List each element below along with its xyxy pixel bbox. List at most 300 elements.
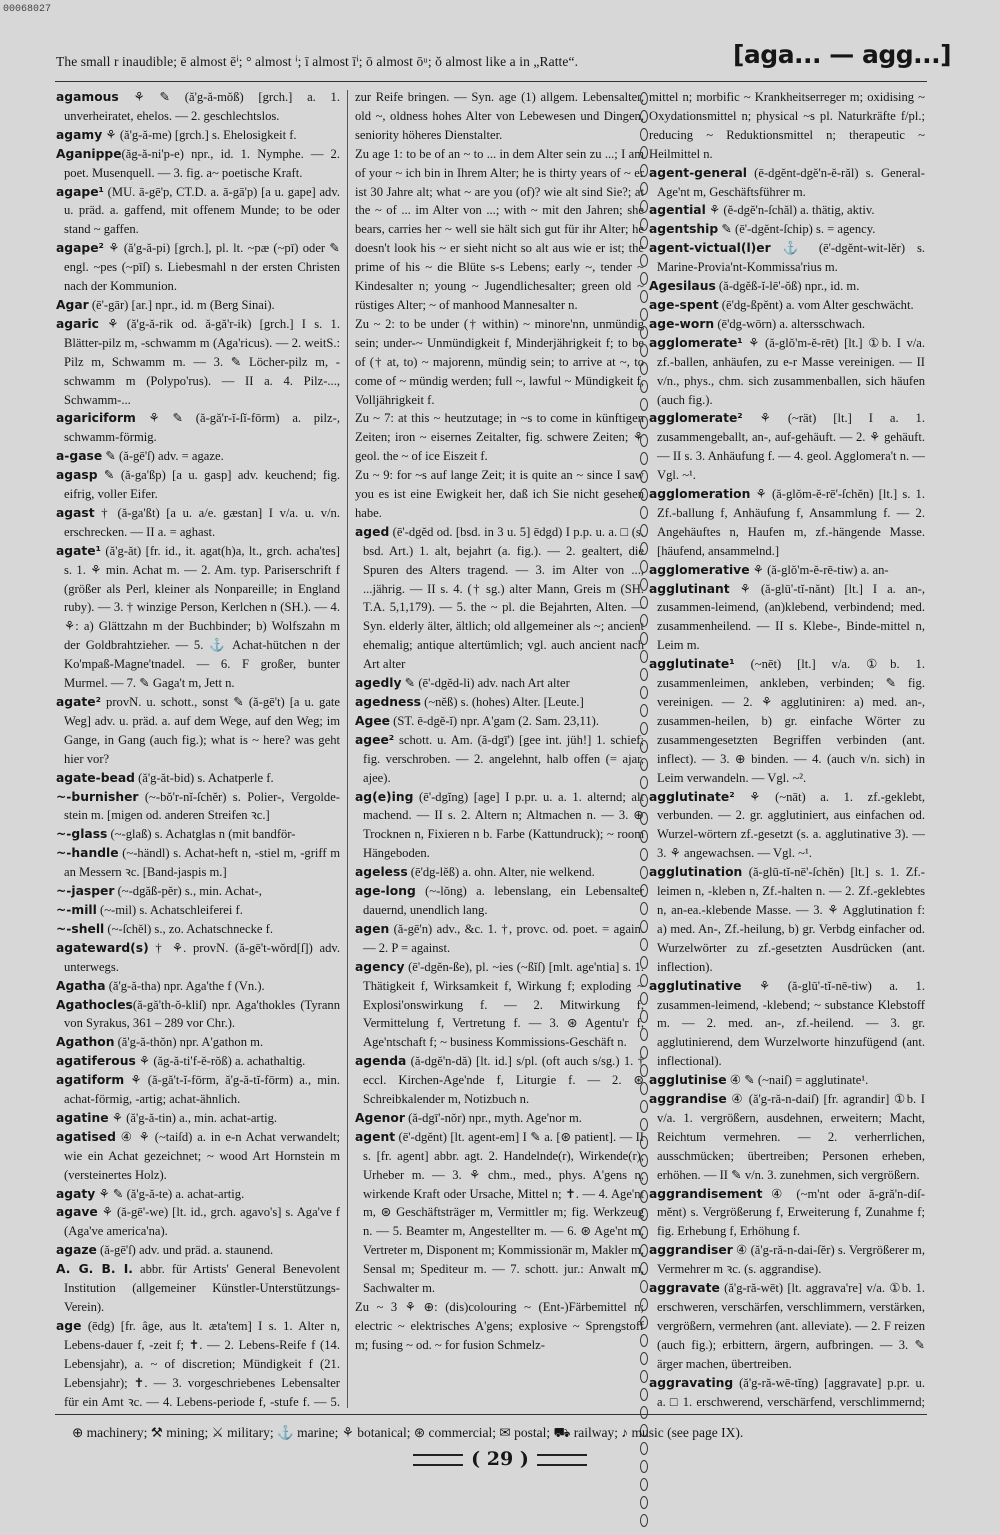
entry-headword: agaty xyxy=(56,1186,96,1201)
chain-ornament-divider xyxy=(640,92,648,1412)
entry-definition: ⚘ (~nāt) a. 1. zf.-geklebt, verbunden. — 2. gr. agglutiniert, aus einfachen od. Wurzel-wörtern zf.-gesetzt (s. a. agglutinative 3). — 3. ⚘ angewachsen. — Vgl. ~¹. xyxy=(657,789,925,861)
chain-link xyxy=(640,992,648,1005)
entry-definition: ④ ⚘ (~taiſd) a. in e-n Achat verwandelt; wie ein Achat gezeichnet; ~ wood Art Hornstein m (versteinertes Holz). xyxy=(64,1129,340,1182)
entry-definition: (ă-glū-tĭ-nē'-ſchĕn) [lt.] s. 1. Zf.-leimen n, -kleben n, Zf.-halten n. — 2. Zf.-geklebtes n, an-ea.-klebende Masse. — 3. ⚘ Agglutination f: a) med. An-, Zf.-heilung, b) gr. Verbdg einfacher od. Wurzelwörter zu zf.-gesetzten Ausdrücken (ant. inflection). xyxy=(657,865,925,974)
entry-definition: Zu age 1: to be of an ~ to ... in dem Alter sein zu ...; I am of your ~ ich bin in Ihrem Alter; he is thirty years of ~ er ist 30 Jahre alt; what ~ are you (of)? wie alt sind Sie?; at the ~ of ... im Alter von ...; with ~ mit den Jahren; she bears, carries her ~ well sie hält sich gut für ihr Alter; he doesn't look his ~ er sieht nicht so alt aus wie er ist; the prime of his ~ die Blüte s-s Lebens; early ~, tender ~ Kindesalter n; young ~ Jugendlichesalter; green old ~ rüstiges Alter; ~ of manhood Mannesalter n. xyxy=(355,146,644,312)
dictionary-entry xyxy=(649,315,925,334)
entry-headword: ~-glass xyxy=(56,827,108,842)
entry-definition: (~-ſchĕl) s., zo. Achatschnecke f. xyxy=(104,921,273,936)
chain-link xyxy=(640,128,648,141)
dictionary-entry xyxy=(56,1317,340,1408)
entry-definition: (ē'-dgĕnt) [lt. agent-em] I ✎ a. [⊛ patient]. — II s. [fr. agent] abbr. agt. 2. Handelnde(r), Wirkende(r), Urheber m. — 3. ⚘ chm., med., phys. A'gens n, wirkende Kraft oder Ursache, Mittel n; ✝. — 4. Age'nt m, ⊛ Geschäftsträger m, Vermittler m; fig. Werkzeug n. — 5. Beamter m, Angestellter m. — 6. ⊛ Age'nt m, Vertreter m, Disponent m; Kommissionär m, Makler m, Sensal m; Spediteur m. — 7. schott. jur.: Anwalt m, Sachwalter m. xyxy=(363,1129,644,1296)
chain-link xyxy=(640,1334,648,1347)
dictionary-entry xyxy=(56,126,340,145)
entry-headword: aggravate xyxy=(649,1281,720,1296)
dictionary-entry xyxy=(649,1374,925,1408)
entry-definition: (ē'dg-wōrn) a. altersschwach. xyxy=(714,316,866,331)
dictionary-entry xyxy=(355,523,644,674)
chain-link xyxy=(640,200,648,213)
chain-link xyxy=(640,1154,648,1167)
dictionary-entry xyxy=(56,466,340,504)
entry-headword: agariciform xyxy=(56,411,136,426)
entry-headword: Agee xyxy=(355,713,390,728)
dictionary-entry xyxy=(56,844,340,882)
entry-definition: (~-glaß) s. Achatglas n (mit bandför- xyxy=(107,827,296,842)
dictionary-entry xyxy=(355,731,644,788)
chain-link xyxy=(640,920,648,933)
entry-definition: zur Reife bringen. — Syn. age (1) allgem. Lebensalter, old ~, oldness hohes Alter von Lebewesen und Dingen, seniority höheres Dienstalter. xyxy=(355,90,644,142)
entry-headword: agave xyxy=(56,1205,98,1220)
chain-link xyxy=(640,1136,648,1149)
dictionary-entry xyxy=(56,1071,340,1109)
entry-headword: agedly xyxy=(355,676,402,691)
dictionary-entry-continuation xyxy=(355,1298,644,1355)
dictionary-entry xyxy=(56,504,340,542)
dictionary-column-1 xyxy=(56,88,340,1408)
entry-definition: † (ă-ga'ßt) [a u. a/e. gæstan] I v/a. u. v/n. erschrecken. — II a. = aghast. xyxy=(64,505,340,539)
chain-link xyxy=(640,470,648,483)
entry-headword: age-spent xyxy=(649,297,719,312)
dictionary-entry xyxy=(56,1128,340,1185)
dictionary-entry-continuation xyxy=(355,315,644,410)
chain-link xyxy=(640,416,648,429)
dictionary-entry-continuation xyxy=(649,88,925,164)
chain-link xyxy=(640,848,648,861)
entry-headword: Agesilaus xyxy=(649,279,716,294)
dictionary-entry xyxy=(649,863,925,976)
dictionary-entry xyxy=(56,1109,340,1128)
entry-headword: agglomeration xyxy=(649,487,751,502)
dictionary-entry xyxy=(56,939,340,977)
dictionary-entry xyxy=(355,693,644,712)
entry-definition: Zu ~ 9: for ~s auf lange Zeit; it is quite an ~ since I saw you es ist eine Ewigkeit her, daß ich Sie nicht gesehen habe. xyxy=(355,468,644,520)
chain-link xyxy=(640,1226,648,1239)
chain-link xyxy=(640,560,648,573)
dictionary-entry xyxy=(56,239,340,296)
entry-headword: A. G. B. I. xyxy=(56,1262,133,1277)
dictionary-entry xyxy=(355,958,644,1053)
entry-headword: agentship xyxy=(649,222,719,237)
dictionary-entry xyxy=(649,977,925,1072)
chain-link xyxy=(640,218,648,231)
entry-definition: ⚘ (~rät) [lt.] I a. 1. zusammengeballt, an-, auf-gehäuft. — 2. ⚘ gehäuft. — II s. 3. Anhäufung f. — 4. geol. Agglomera't n. — Vgl. ~¹. xyxy=(657,411,925,483)
chain-link xyxy=(640,398,648,411)
entry-definition: provN. u. schott., sonst ✎ (ă-gē't) [a u. gate Weg] adv. u. präd. a. auf dem Wege, auf den Weg; im Gange, in Gang (auch fig.); what is ~ here? was geht hier vor? xyxy=(64,695,340,766)
chain-link xyxy=(640,1172,648,1185)
entry-definition: (ă'g-ăt-bid) s. Achatperle f. xyxy=(134,770,274,785)
entry-definition: † ⚘. provN. (ă-gē't-wŏrd[ſ]) adv. unterwegs. xyxy=(64,940,340,974)
chain-link xyxy=(640,1208,648,1221)
dictionary-entry xyxy=(56,409,340,447)
entry-headword: agape² xyxy=(56,241,104,256)
chain-link xyxy=(640,164,648,177)
entry-definition: (~-bŏ'r-nĭ-ſchĕr) s. Polier-, Vergolde-stein m. [migen od. anderen Streifen ꝛc.] xyxy=(64,789,340,823)
chain-link xyxy=(640,704,648,717)
entry-headword: Agatha xyxy=(56,978,106,993)
ornament-right xyxy=(537,1454,587,1466)
chain-link xyxy=(640,974,648,987)
chain-link xyxy=(640,722,648,735)
dictionary-entry xyxy=(56,901,340,920)
chain-link xyxy=(640,902,648,915)
entry-definition: (ST. ē-dgĕ-ĭ) npr. A'gam (2. Sam. 23,11). xyxy=(390,713,599,728)
chain-link xyxy=(640,1406,648,1419)
chain-link xyxy=(640,326,648,339)
chain-link xyxy=(640,938,648,951)
entry-definition: (ă-dgī'-nŏr) npr., myth. Age'nor m. xyxy=(404,1110,582,1125)
entry-headword: ~-jasper xyxy=(56,884,115,899)
dictionary-entry xyxy=(649,1185,925,1242)
dictionary-entry xyxy=(649,788,925,864)
entry-headword: agglomerate² xyxy=(649,411,743,426)
chain-link xyxy=(640,794,648,807)
entry-definition: (ē'-dgĭng) [age] I p.pr. u. a. 1. alternd; alt machend. — II s. 2. Altern n; Altmachen n. — 3. ⊕ Trocknen n, Fixieren n b. Farbe (Kattundruck); ~ room Hängeboden. xyxy=(363,789,644,861)
dictionary-entry xyxy=(649,1241,925,1279)
chain-link xyxy=(640,1190,648,1203)
entry-headword: agenda xyxy=(355,1054,407,1069)
entry-headword: aggrandiser xyxy=(649,1243,733,1258)
chain-link xyxy=(640,1514,648,1527)
entry-definition: (~-dgăß-pĕr) s., min. Achat-, xyxy=(114,884,262,899)
chain-link xyxy=(640,1370,648,1383)
dictionary-entry xyxy=(649,334,925,410)
dictionary-entry xyxy=(355,920,644,958)
entry-headword: agast xyxy=(56,505,95,520)
entry-headword: agedness xyxy=(355,695,421,709)
entry-definition: ⚘ (ă'g-ă-rik od. ă-gă'r-ik) [grch.] I s. 1. Blätter-pilz m, -schwamm m (Aga'ricus). — 2. weitS.: Pilz m, Schwamm m. — 3. ✎ Löcher-pilz m, -schwamm m (Polypo'rus). — II a. 4. Pilz-..., Schwamm-... xyxy=(64,316,340,407)
entry-headword: aggrandise xyxy=(649,1092,727,1107)
symbol-legend: ⊕ machinery; ⚒ mining; ⚔ military; ⚓ marine; ⚘ botanical; ⊛ commercial; ✉ postal; ⛟ railway; ♪ music (see page IX). xyxy=(72,1425,744,1440)
entry-definition: (~-mil) s. Achatschleiferei f. xyxy=(96,902,243,917)
entry-headword: agasp xyxy=(56,468,98,483)
chain-link xyxy=(640,452,648,465)
scan-id: 00068027 xyxy=(3,4,52,15)
entry-definition: (ă'g-ă-thŏn) npr. A'gathon m. xyxy=(114,1035,264,1050)
entry-definition: (ă-gē'n) adv., &c. 1. †, provc. od. poet. = again. — 2. P = against. xyxy=(363,921,644,955)
entry-headword: agen xyxy=(355,921,390,936)
entry-definition: (ă-dgĕ'n-dă) [lt. id.] s/pl. (oft auch s/sg.) 1. † eccl. Kirchen-Age'nde f, Liturgie f. — 2. ⊛ Schreibkalender m, Notizbuch n. xyxy=(363,1054,644,1107)
dictionary-entry xyxy=(355,1052,644,1109)
dictionary-entry xyxy=(649,1090,925,1185)
dictionary-entry xyxy=(56,542,340,693)
entry-definition: (ă-gă'th-ŏ-kliſ) npr. Aga'thokles (Tyrann von Syrakus, 361 – 289 vor Chr.). xyxy=(64,997,340,1031)
entry-definition: (ē-dgĕnt-dgĕ'n-ĕ-răl) s. General-Age'nt m, Geschäftsführer m. xyxy=(657,165,925,199)
dictionary-entry xyxy=(56,183,340,240)
dictionary-entry xyxy=(56,1033,340,1052)
dictionary-entry xyxy=(649,296,925,315)
entry-definition: ✎ (ă-gē'ſ) adv. = agaze. xyxy=(102,449,224,464)
chain-link xyxy=(640,236,648,249)
entry-definition: (~nĕß) s. (hohes) Alter. [Leute.] xyxy=(420,695,584,709)
dictionary-entry xyxy=(649,409,925,485)
entry-definition: ⚓ (ē'-dgĕnt-wit-lĕr) s. Marine-Provia'nt-Kommissa'rius m. xyxy=(657,241,925,275)
entry-definition: (~-lŏng) a. lebenslang, ein Lebensalter dauernd, unendlich lang. xyxy=(363,884,644,917)
chain-link xyxy=(640,830,648,843)
chain-link xyxy=(640,596,648,609)
chain-link xyxy=(640,1496,648,1509)
entry-definition: ⚘ ✎ (ă'g-ă-te) a. achat-artig. xyxy=(95,1186,245,1201)
chain-link xyxy=(640,1064,648,1077)
entry-definition: (ă-gē'ſ) adv. und präd. a. staunend. xyxy=(96,1243,274,1258)
entry-headword: agglomerative xyxy=(649,562,750,577)
chain-link xyxy=(640,182,648,195)
chain-link xyxy=(640,308,648,321)
chain-link xyxy=(640,488,648,501)
entry-definition: ⚘ (ă-glŏ'm-ĕ-rē-tiw) a. an- xyxy=(749,562,889,577)
chain-link xyxy=(640,956,648,969)
entry-definition: ✎ (ă-ga'ßp) [a u. gasp] adv. keuchend; fig. eifrig, voller Eifer. xyxy=(64,468,340,502)
entry-headword: agent xyxy=(355,1129,396,1144)
entry-definition: abbr. für Artists' General Benevolent Institution (allgemeiner Künstler-Unterstützungs-Verein). xyxy=(64,1262,340,1314)
dictionary-entry xyxy=(56,1052,340,1071)
entry-definition: ⚘ (ă-gē'-we) [lt. id., grch. agavo's] s. Aga've f (Aga've america'na). xyxy=(64,1205,340,1239)
entry-headword: agatiferous xyxy=(56,1054,136,1069)
dictionary-entry xyxy=(56,920,340,939)
page-number-line xyxy=(0,1448,1000,1470)
entry-headword: aged xyxy=(355,524,390,539)
entry-headword: agglutinative xyxy=(649,978,742,993)
dictionary-entry xyxy=(649,485,925,561)
dictionary-entry xyxy=(56,1185,340,1204)
entry-headword: agaze xyxy=(56,1243,97,1258)
entry-headword: agatiform xyxy=(56,1073,125,1088)
entry-definition: ⚘ (ă'g-ă-pi) [grch.], pl. lt. ~pæ (~pī) oder ✎ engl. ~pes (~pīſ) s. Liebesmahl n der ersten Christen nach der Kommunion. xyxy=(64,241,340,294)
entry-headword: agent-general xyxy=(649,165,747,180)
dictionary-entry xyxy=(355,863,644,882)
entry-definition: (ē'-dgĕn-ße), pl. ~ies (~ßĭſ) [mlt. age'ntia] s. 1. Thätigkeit f, Wirksamkeit f, Wirkung f; exploding ~ Explosi'onswirkung f. — 2. Mitwirkung f, Vermittelung f, Vertretung f. — 3. ⊛ Agentu'r f, Age'ntschaft f; ~ business Kommissions-Geschäft n. xyxy=(363,959,644,1050)
dictionary-entry xyxy=(649,1279,925,1374)
dictionary-entry xyxy=(56,882,340,901)
entry-definition: ⚘ (ă-glŏm-ĕ-rē'-ſchĕn) [lt.] s. 1. Zf.-ballung f, Anhäufung f, Ansammlung f. — 2. Angehäuftes n, Haufen m, zf.-hängende Masse. [häufend, ansammelnd.] xyxy=(657,487,925,558)
dictionary-entry-continuation xyxy=(355,409,644,466)
chain-link xyxy=(640,110,648,123)
chain-link xyxy=(640,272,648,285)
chain-link xyxy=(640,632,648,645)
entry-headword: Agenor xyxy=(355,1110,405,1125)
chain-link xyxy=(640,1280,648,1293)
dictionary-entry xyxy=(56,1241,340,1260)
chain-link xyxy=(640,524,648,537)
entry-definition: (ēdg) [fr. âge, aus lt. æta'tem] I s. 1. Alter n, Lebens-dauer f, -zeit f; ✝. — 2. Lebens-Reife f (14. Lebensjahr), a. ~ of discretion; Mündigkeit f (21. Lebensjahr); ✝. — 3. vorgeschriebenes Lebensalter für ein Amt ꝛc. — 4. Lebens-periode f, -stufe f. — 5. xyxy=(64,1318,340,1408)
page-number: ( 29 ) xyxy=(471,1448,529,1470)
chain-link xyxy=(640,1478,648,1491)
dictionary-entry xyxy=(56,996,340,1034)
entry-definition: ⚘ (ă-gă't-ĭ-fōrm, ă'g-ă-tĭ-fōrm) a., min. achat-förmig, -artig; achat-ähnlich. xyxy=(64,1073,340,1107)
chain-link xyxy=(640,812,648,825)
ornament-left xyxy=(413,1454,463,1466)
entry-headword: a-gase xyxy=(56,449,103,464)
dictionary-entry xyxy=(649,655,925,787)
chain-link xyxy=(640,1082,648,1095)
entry-definition: ⚘ (ă-glū'-tĭ-nē-tiw) a. 1. zusammen-leimend, -klebend; ~ substance Klebstoff m. — 2. med. an-, zf.-heilend. — 3. gr. agglutinierend, dem Wurzelworte hinzufügend (ant. inflectional). xyxy=(657,978,925,1069)
entry-headword: agape¹ xyxy=(56,184,104,199)
chain-link xyxy=(640,542,648,555)
entry-definition: Zu ~ 7: at this ~ heutzutage; in ~s to come in künftigen Zeiten; iron ~ eisernes Zeitalter, fig. schwere Zeiten; ⚘ geol. the ~ of ice Eiszeit f. xyxy=(355,411,644,464)
entry-headword: ~-handle xyxy=(56,846,119,861)
entry-headword: agatine xyxy=(56,1110,109,1125)
chain-link xyxy=(640,434,648,447)
entry-definition: ④ (ă'g-ră-n-daiſ) [fr. agrandir] ①b. I v/a. 1. vergrößern, ausdehnen, erweitern; Macht, Reichtum vermehren. — 2. verherrlichen, ausschmücken; übertreiben; Personen erheben, erhöhen. — II ✎ v/n. 3. zunehmen, sich vergrößern. xyxy=(657,1092,925,1182)
dictionary-entry xyxy=(56,315,340,410)
chain-link xyxy=(640,578,648,591)
entry-headword: age xyxy=(56,1318,82,1333)
entry-definition: (~-händl) s. Achat-heft n, -stiel m, -griff m an Messern ꝛc. [Band-jaspis m.] xyxy=(64,846,340,880)
dictionary-entry xyxy=(56,447,340,466)
entry-headword: Agathocles xyxy=(56,997,133,1012)
entry-definition: ⚘ (ă'g-ă-tin) a., min. achat-artig. xyxy=(108,1110,278,1125)
entry-definition: (ă'g-ră-wē-tĭng) [aggravate] p.pr. u. a. □ 1. erschwerend, verschärfend, verschlimmernd; xyxy=(657,1375,925,1408)
entry-headword: agamy xyxy=(56,127,103,142)
dictionary-entry xyxy=(56,145,340,183)
entry-definition: ⚘ (ĕ-dgĕ'n-ſchăl) a. thätig, aktiv. xyxy=(705,203,875,218)
dictionary-entry xyxy=(649,164,925,202)
entry-definition: (ă'g-ă-tha) npr. Aga'the f (Vn.). xyxy=(105,978,265,993)
chain-link xyxy=(640,884,648,897)
entry-headword: agency xyxy=(355,959,405,974)
entry-headword: agee² xyxy=(355,732,395,747)
column-divider xyxy=(347,90,348,1408)
entry-headword: age-long xyxy=(355,884,416,899)
entry-headword: agate-bead xyxy=(56,770,135,785)
entry-headword: agglutinant xyxy=(649,581,730,596)
chain-link xyxy=(640,1244,648,1257)
chain-link xyxy=(640,344,648,357)
entry-headword: agateward(s) xyxy=(56,940,149,955)
entry-definition: (MU. ā-gē'p, CT.D. a. ā-gā'p) [a u. gape] adv. u. präd. a. gaffend, mit offenem Munde; to be oder stand ~ gaffen. xyxy=(64,184,340,237)
entry-headword: aggrandisement xyxy=(649,1186,763,1201)
dictionary-column-2 xyxy=(355,88,644,1408)
entry-definition: (ă'g-ră-wēt) [lt. aggrava're] v/a. ①b. 1. erschweren, verschärfen, verschlimmern, verstärken, vergrößern, vermehren (ant. alleviate). — 2. F reizen (auch fig.); erbittern, ärgern, aufbringen. — 3. ✎ ärger machen, übertreiben. xyxy=(657,1281,925,1371)
entry-headword: agglutinise xyxy=(649,1073,727,1088)
entry-definition: mittel n; morbific ~ Krankheitserreger m; oxidising ~ Oxydationsmittel n; physical ~s pl. Naturkräfte f/pl.; reducing ~ Reduktionsmittel n; therapeutic ~ Heilmittel n. xyxy=(649,90,925,161)
chain-link xyxy=(640,1010,648,1023)
dictionary-column-3 xyxy=(649,88,925,1408)
dictionary-entry-continuation xyxy=(355,88,644,145)
entry-definition: (~nēt) [lt.] v/a. ①b. 1. zusammenleimen, ankleben, verbinden; ✎ fig. vereinigen. — 2. ⚘ agglutiniren: a) med. an-, zusammen-heilen, b) gr. einfache Wörter zu zusammengesetzten Begriffen verbinden (ant. inflect). — 3. ⊕ binden. — 4. (auch v/n. sich) in Leim verwandeln. — Vgl. ~². xyxy=(657,657,925,785)
entry-headword: agamous xyxy=(56,90,119,104)
entry-definition: ④ (~m'nt oder ă-gră'n-diſ-mĕnt) s. Vergrößerung f, Erweiterung f, Zunahme f; fig. Erhebung f, Erhöhung f. xyxy=(657,1186,925,1239)
entry-definition: (ē'dg-ßpĕnt) a. vom Alter geschwächt. xyxy=(718,297,914,312)
entry-headword: agglutinate¹ xyxy=(649,657,735,672)
dictionary-entry xyxy=(56,788,340,826)
entry-headword: agate² xyxy=(56,695,102,709)
entry-definition: (ăg-ă-ni'p-e) npr., id. 1. Nymphe. — 2. poet. Musenquell. — 3. fig. a~ poetische Kraft. xyxy=(64,146,340,180)
entry-definition: ⚘ (ă'g-ă-me) [grch.] s. Ehelosigkeit f. xyxy=(102,127,297,142)
dictionary-entry xyxy=(355,674,644,693)
entry-headword: ~-burnisher xyxy=(56,789,139,804)
chain-link xyxy=(640,1298,648,1311)
dictionary-entry-continuation xyxy=(355,466,644,523)
dictionary-entry xyxy=(649,277,925,296)
dictionary-entry xyxy=(649,561,925,580)
chain-link xyxy=(640,686,648,699)
dictionary-entry xyxy=(56,88,340,126)
chain-link xyxy=(640,1316,648,1329)
entry-headword: agate¹ xyxy=(56,543,102,558)
entry-headword: agatised xyxy=(56,1129,116,1144)
chain-link xyxy=(640,1118,648,1131)
chain-link xyxy=(640,1046,648,1059)
dictionary-entry xyxy=(56,296,340,315)
chain-link xyxy=(640,614,648,627)
entry-headword: agglutination xyxy=(649,865,743,880)
chain-link xyxy=(640,740,648,753)
chain-link xyxy=(640,1388,648,1401)
chain-link xyxy=(640,380,648,393)
entry-headword: agglomerate¹ xyxy=(649,335,743,350)
chain-link xyxy=(640,146,648,159)
entry-headword: agglutinate² xyxy=(649,789,735,804)
dictionary-entry xyxy=(355,712,644,731)
pronunciation-note: The small r inaudible; ē almost ēⁱ; ° almost ⁱ; ī almost īⁱ; ō almost ōᵘ; ŏ almost like a in „Ratte“. xyxy=(56,54,579,69)
entry-definition: (ă-dgĕß-ĭ-lē'-ŏß) npr., id. m. xyxy=(715,279,860,294)
entry-headword: agent-victual(l)er xyxy=(649,241,771,256)
entry-headword: ag(e)ing xyxy=(355,789,414,804)
entry-definition: ⚘ (ă-glŏ'm-ĕ-rēt) [lt.] ①b. I v/a. zf.-ballen, anhäufen, zu e-r Masse vereinigen. — II v/n., phys., chm. sich zusammenballen, sich häufen (auch fig.). xyxy=(657,335,925,407)
chain-link xyxy=(640,866,648,879)
dictionary-entry xyxy=(649,1071,925,1090)
chain-link xyxy=(640,1262,648,1275)
chain-link xyxy=(640,776,648,789)
dictionary-entry xyxy=(649,580,925,656)
chain-link xyxy=(640,362,648,375)
entry-definition: (ē'dg-lĕß) a. ohn. Alter, nie welkend. xyxy=(407,865,595,880)
dictionary-entry xyxy=(355,1128,644,1298)
chain-link xyxy=(640,1028,648,1041)
chain-link xyxy=(640,290,648,303)
entry-headword: ageless xyxy=(355,865,408,880)
entry-headword: aggravating xyxy=(649,1375,734,1390)
chain-link xyxy=(640,650,648,663)
dictionary-entry xyxy=(56,1260,340,1317)
chain-link xyxy=(640,506,648,519)
dictionary-entry xyxy=(56,977,340,996)
dictionary-entry-continuation xyxy=(355,145,644,315)
chain-link xyxy=(640,1100,648,1113)
bottom-rule xyxy=(55,1414,927,1415)
entry-definition: ⚘ (ă-glū'-tĭ-nănt) [lt.] I a. an-, zusammen-leimend, (an)klebend, verbindend; med. zusammenheilend. — II s. Klebe-, Binde-mittel n, Leim m. xyxy=(657,581,925,653)
dictionary-entry xyxy=(56,693,340,769)
entry-definition: Zu ~ 3 ⚘ ⊕: (dis)colouring ~ (Ent-)Färbemittel n; electric ~ elektrisches A'gens; explosive ~ Sprengstoff m; fusing ~ od. ~ for fusion Schmelz- xyxy=(355,1300,644,1352)
dictionary-entry xyxy=(355,788,644,864)
top-rule xyxy=(55,81,927,82)
chain-link xyxy=(640,92,648,105)
chain-link xyxy=(640,1352,648,1365)
entry-headword: Agathon xyxy=(56,1035,115,1050)
dictionary-entry xyxy=(355,882,644,920)
entry-definition: (ă'g-ăt) [fr. id., it. agat(h)a, lt., grch. acha'tes] s. 1. ⚘ min. Achat m. — 2. Am. typ. Pariserschrift f (größer als Perl, kleiner als Nonpareille; in England ruby). — 3. † winzige Person, Kerlchen n (SH.). — 4. ⚘: a) Glättzahn m der Buchbinder; b) Wolfszahn m der Goldbrahtzieher. — 5. ⚓ Achat-hütchen n der Ko'mpaß-Magne'tnadel. — 6. F großer, bunter Murmel. — 7. ✎ Gaga't m, Jett n. xyxy=(64,543,340,691)
entry-definition: Zu ~ 2: to be under († within) ~ minore'nn, unmündig sein; under-~ Unmündigkeit f, Minderjährigkeit f; to be of († at, to) ~ majorenn, mündig sein; to arrive at ~, to come of ~ mündig werden; full ~, lawful ~ Mündigkeit f, Volljährigkeit f. xyxy=(355,316,644,407)
dictionary-entry xyxy=(649,220,925,239)
dictionary-entry xyxy=(649,239,925,277)
entry-definition: (ē'-gār) [ar.] npr., id. m (Berg Sinai). xyxy=(88,297,275,312)
entry-headword: ~-shell xyxy=(56,921,105,936)
entry-definition: ④ ✎ (~naiſ) = agglutinate¹. xyxy=(726,1073,869,1088)
entry-headword: ~-mill xyxy=(56,902,97,917)
chain-link xyxy=(640,668,648,681)
entry-definition: (ē'-dgĕd od. [bsd. in 3 u. 5] ēdgd) I p.p. u. a. □ (s. bsd. Art.) 1. alt, bejahrt (a. fig.). — 2. gealtert, die Spuren des Alters tragend. — 3. im Alter von ..., ...jährig. — II s. 4. († sg.) alter Mann, Greis m (SH. T.A. 5,1,179). — 5. the ~ pl. die Bejahrten, Alten. — Syn. elderly älter, ältlich; old allgemeiner als ~; ancient ehemalig; antique altertümlich; vgl. auch ancient nach Art alter xyxy=(363,524,644,672)
entry-definition: ⚘ ✎ (ă-gă'r-ĭ-ſĭ-fōrm) a. pilz-, schwamm-förmig. xyxy=(64,411,340,445)
entry-headword: Agar xyxy=(56,297,89,312)
entry-headword: agential xyxy=(649,203,706,218)
dictionary-entry xyxy=(56,769,340,788)
dictionary-entry xyxy=(56,1203,340,1241)
entry-headword: agaric xyxy=(56,316,99,331)
entry-headword: Aganippe xyxy=(56,146,122,161)
entry-definition: ⚘ (ăg-ă-ti'f-ĕ-rŏß) a. achathaltig. xyxy=(135,1054,306,1069)
entry-definition: ✎ (ē'-dgĕnt-ſchip) s. = agency. xyxy=(718,222,876,237)
entry-definition: ⚘ ✎ (ă'g-ă-mŏß) [grch.] a. 1. unverheiratet, ehelos. — 2. geschlechtslos. xyxy=(64,90,340,123)
